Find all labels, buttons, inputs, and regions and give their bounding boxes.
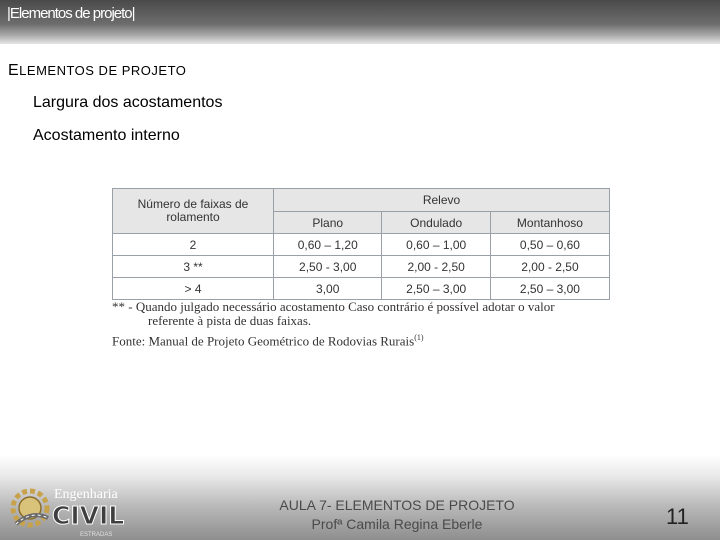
footnote-line-2: referente à pista de duas faixas.: [148, 313, 312, 328]
page-number: 11: [666, 504, 689, 529]
table-cell: 2,00 - 2,50: [490, 256, 609, 278]
table-cell: 2,50 – 3,00: [382, 278, 490, 300]
relevo-table: [112, 188, 610, 300]
terrain-header-plano: Plano: [274, 212, 382, 234]
logo-big-text: CIVIL: [52, 501, 125, 530]
terrain-header-ondulado: Ondulado: [382, 212, 490, 234]
source-text: Fonte: Manual de Projeto Geométrico de Rodovias Rurais: [112, 333, 415, 349]
logo-top-text: Engenharia: [54, 487, 118, 502]
footnote-line-1: ** - Quando julgado necessário acostamento Caso contrário é possível adotar o valor: [112, 299, 555, 314]
logo-small-text: ESTRADAS: [80, 532, 113, 538]
slide-header-title: |Elementos de projeto|: [7, 5, 135, 22]
table-cell: 2,50 – 3,00: [490, 278, 609, 300]
footer-course-title: AULA 7- ELEMENTOS DE PROJETO: [279, 497, 515, 513]
table-source: [112, 333, 424, 349]
engenharia-civil-logo: [6, 484, 130, 538]
section-heading-rest: LEMENTOS DE PROJETO: [19, 63, 187, 78]
section-heading: [8, 62, 186, 80]
table-footnote: [112, 300, 632, 328]
bullet-inner-shoulder: Acostamento interno: [33, 127, 180, 144]
source-reference: (1): [414, 333, 424, 342]
section-heading-initial: E: [8, 62, 20, 79]
lanes-column-header: Número de faixas de rolamento: [113, 189, 274, 234]
table-cell: 0,60 – 1,00: [382, 234, 490, 256]
terrain-header-montanhoso: Montanhoso: [490, 212, 609, 234]
relevo-header: Relevo: [274, 189, 610, 212]
table-cell: 3,00: [274, 278, 382, 300]
table-row: [113, 234, 610, 256]
shoulder-width-table: [112, 188, 610, 300]
footer-professor: Profª Camila Regina Eberle: [311, 516, 483, 532]
table-row: [113, 278, 610, 300]
bullet-shoulder-width: Largura dos acostamentos: [33, 94, 223, 111]
title-bar: [0, 0, 720, 44]
table-row: [113, 256, 610, 278]
table-cell: 2: [113, 234, 274, 256]
table-cell: 2,50 - 3,00: [274, 256, 382, 278]
table-cell: 3 **: [113, 256, 274, 278]
table-cell: 0,50 – 0,60: [490, 234, 609, 256]
table-cell: 2,00 - 2,50: [382, 256, 490, 278]
gear-icon: [13, 491, 48, 525]
table-cell: > 4: [113, 278, 274, 300]
table-cell: 0,60 – 1,20: [274, 234, 382, 256]
